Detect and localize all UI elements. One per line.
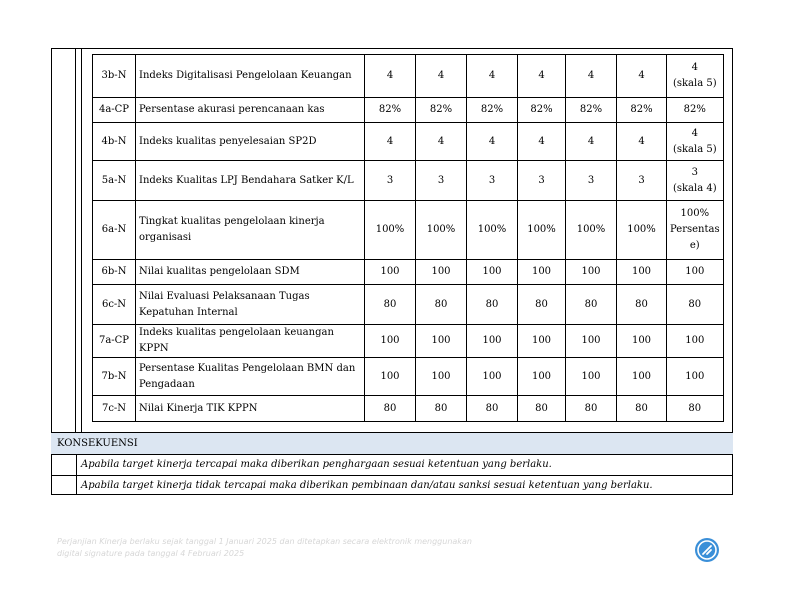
target-value: 80 xyxy=(416,285,467,325)
indicator-name: Indeks Kualitas LPJ Bendahara Satker K/L xyxy=(136,161,365,201)
indicator-name: Nilai kualitas pengelolaan SDM xyxy=(136,260,365,285)
target-value: 4 xyxy=(365,55,416,98)
indicator-code: 4b-N xyxy=(93,123,136,161)
target-value: 80 xyxy=(518,285,566,325)
target-value: 100 xyxy=(667,325,724,358)
target-value: 80 xyxy=(416,396,467,422)
table-row xyxy=(93,98,724,123)
target-value: 80 xyxy=(667,396,724,422)
target-value: 82% xyxy=(617,98,667,123)
target-value: 80 xyxy=(467,285,518,325)
column-divider xyxy=(81,48,82,432)
target-value: 100 xyxy=(467,358,518,396)
target-value: 4 (skala 5) xyxy=(667,55,724,98)
target-value: 100 xyxy=(667,260,724,285)
target-value: 82% xyxy=(365,98,416,123)
target-value: 3 xyxy=(416,161,467,201)
indicator-name: Indeks kualitas pengelolaan keuangan KPPN xyxy=(136,325,365,358)
target-value: 4 xyxy=(566,55,617,98)
target-value: 100 xyxy=(566,260,617,285)
konsekuensi-item-1: Apabila target kinerja tercapai maka diberikan penghargaan sesuai ketentuan yang berlaku. xyxy=(81,459,552,470)
target-value: 100 xyxy=(518,325,566,358)
target-value: 100% xyxy=(467,201,518,260)
indicator-name: Indeks kualitas penyelesaian SP2D xyxy=(136,123,365,161)
indicator-name: Persentase Kualitas Pengelolaan BMN dan Pengadaan xyxy=(136,358,365,396)
indicator-name: Persentase akurasi perencanaan kas xyxy=(136,98,365,123)
indicator-name: Tingkat kualitas pengelolaan kinerja organisasi xyxy=(136,201,365,260)
target-value: 100 xyxy=(617,325,667,358)
target-value: 100% xyxy=(566,201,617,260)
target-value: 100 xyxy=(617,260,667,285)
target-value: 100 xyxy=(365,325,416,358)
target-value: 80 xyxy=(566,396,617,422)
target-value: 100 xyxy=(617,358,667,396)
target-value: 3 xyxy=(467,161,518,201)
target-value: 80 xyxy=(617,396,667,422)
indicator-name: Indeks Digitalisasi Pengelolaan Keuangan xyxy=(136,55,365,98)
target-value: 80 xyxy=(467,396,518,422)
target-value: 100 xyxy=(467,260,518,285)
indicator-name: Nilai Kinerja TIK KPPN xyxy=(136,396,365,422)
target-value: 4 xyxy=(617,55,667,98)
target-value: 100 xyxy=(416,325,467,358)
target-value: 100 xyxy=(518,260,566,285)
table-row xyxy=(93,285,724,325)
table-row xyxy=(93,161,724,201)
target-value: 80 xyxy=(365,396,416,422)
indicator-name: Nilai Evaluasi Pelaksanaan Tugas Kepatuhan Internal xyxy=(136,285,365,325)
target-value: 82% xyxy=(416,98,467,123)
target-value: 100 xyxy=(416,260,467,285)
target-value: 100 xyxy=(566,325,617,358)
target-value: 100% Persentas e) xyxy=(667,201,724,260)
kpi-table xyxy=(92,54,724,422)
target-value: 82% xyxy=(467,98,518,123)
indicator-code: 6a-N xyxy=(93,201,136,260)
target-value: 100 xyxy=(365,358,416,396)
footer-note xyxy=(57,536,472,560)
target-value: 4 xyxy=(617,123,667,161)
target-value: 82% xyxy=(566,98,617,123)
target-value: 3 xyxy=(365,161,416,201)
target-value: 4 xyxy=(416,55,467,98)
target-value: 3 xyxy=(518,161,566,201)
table-row xyxy=(93,396,724,422)
indicator-code: 5a-N xyxy=(93,161,136,201)
target-value: 100% xyxy=(518,201,566,260)
table-row xyxy=(93,201,724,260)
target-value: 100 xyxy=(416,358,467,396)
target-value: 100 xyxy=(667,358,724,396)
target-value: 100 xyxy=(566,358,617,396)
footer-line-1: Perjanjian Kinerja berlaku sejak tanggal 1 Januari 2025 dan ditetapkan secara elektronik menggunakan xyxy=(57,537,472,546)
indicator-code: 7c-N xyxy=(93,396,136,422)
target-value: 4 xyxy=(467,55,518,98)
target-value: 82% xyxy=(518,98,566,123)
indicator-code: 3b-N xyxy=(93,55,136,98)
indicator-code: 6b-N xyxy=(93,260,136,285)
table-row xyxy=(93,325,724,358)
target-value: 4 xyxy=(467,123,518,161)
target-value: 4 xyxy=(416,123,467,161)
target-value: 4 xyxy=(518,123,566,161)
table-row xyxy=(93,55,724,98)
target-value: 80 xyxy=(667,285,724,325)
target-value: 4 xyxy=(566,123,617,161)
konsekuensi-heading: KONSEKUENSI xyxy=(51,432,733,455)
target-value: 100 xyxy=(467,325,518,358)
target-value: 80 xyxy=(365,285,416,325)
target-value: 4 xyxy=(518,55,566,98)
column-divider xyxy=(75,48,76,432)
signature-logo-icon xyxy=(695,538,719,562)
target-value: 4 xyxy=(365,123,416,161)
table-row xyxy=(93,260,724,285)
target-value: 3 xyxy=(566,161,617,201)
kpi-table-body xyxy=(93,55,724,422)
target-value: 3 (skala 4) xyxy=(667,161,724,201)
target-value: 3 xyxy=(617,161,667,201)
table-row xyxy=(93,123,724,161)
indicator-code: 7a-CP xyxy=(93,325,136,358)
footer-line-2: digital signature pada tanggal 4 Februari 2025 xyxy=(57,549,245,558)
target-value: 82% xyxy=(667,98,724,123)
target-value: 100% xyxy=(416,201,467,260)
target-value: 100% xyxy=(365,201,416,260)
konsekuensi-item-2: Apabila target kinerja tidak tercapai maka diberikan pembinaan dan/atau sanksi sesuai ketentuan yang berlaku. xyxy=(81,480,653,491)
target-value: 4 (skala 5) xyxy=(667,123,724,161)
target-value: 80 xyxy=(566,285,617,325)
target-value: 100% xyxy=(617,201,667,260)
indicator-code: 4a-CP xyxy=(93,98,136,123)
indicator-code: 7b-N xyxy=(93,358,136,396)
target-value: 100 xyxy=(518,358,566,396)
table-row xyxy=(93,358,724,396)
indicator-code: 6c-N xyxy=(93,285,136,325)
target-value: 80 xyxy=(518,396,566,422)
target-value: 80 xyxy=(617,285,667,325)
target-value: 100 xyxy=(365,260,416,285)
